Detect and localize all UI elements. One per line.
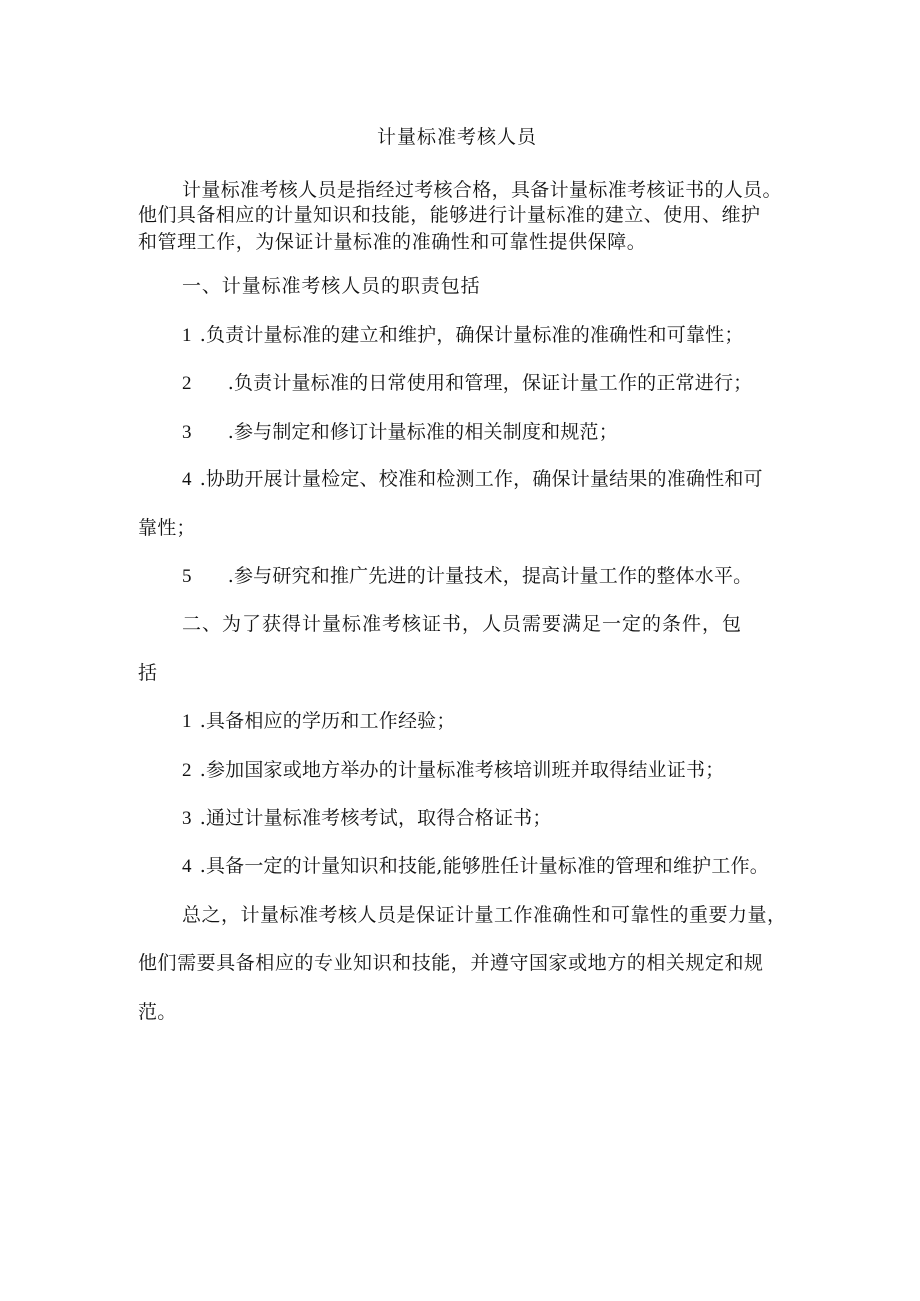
requirement-item-4-text: .具备一定的计量知识和技能,能够胜任计量标准的管理和维护工作。 [199, 855, 769, 877]
duty-item-5-text: .参与研究和推广先进的计量技术，提高计量工作的整体水平。 [227, 565, 753, 587]
requirement-item-3 [182, 806, 552, 831]
duty-item-3 [182, 420, 618, 445]
duty-item-1-number: 1 [182, 325, 192, 346]
requirement-item-2-number: 2 [182, 760, 192, 781]
requirement-item-1-number: 1 [182, 711, 192, 732]
section-2-heading-line-2: 括 [138, 662, 158, 684]
duty-item-4-text: .协助开展计量检定、校准和检测工作，确保计量结果的准确性和可 [199, 468, 763, 490]
intro-line-2: 他们具备相应的计量知识和技能，能够进行计量标准的建立、使用、维护 [138, 204, 761, 226]
requirement-item-3-number: 3 [182, 808, 192, 829]
conclusion-line-3: 范。 [138, 1001, 177, 1023]
duty-item-1 [182, 323, 744, 348]
section-1-heading: 一、计量标准考核人员的职责包括 [182, 275, 481, 297]
duty-item-5-number: 5 [182, 566, 192, 587]
intro-line-1: 计量标准考核人员是指经过考核合格，具备计量标准考核证书的人员。 [182, 179, 782, 201]
intro-line-3: 和管理工作，为保证计量标准的准确性和可靠性提供保障。 [138, 231, 647, 253]
duty-item-2 [182, 371, 752, 396]
duty-item-2-number: 2 [182, 373, 192, 394]
page-title: 计量标准考核人员 [377, 126, 538, 148]
section-2-heading-line-1: 二、为了获得计量标准考核证书，人员需要满足一定的条件，包 [182, 613, 743, 635]
duty-item-4 [182, 467, 763, 492]
requirement-item-2 [182, 758, 724, 783]
requirement-item-4 [182, 854, 769, 879]
duty-item-1-text: .负责计量标准的建立和维护，确保计量标准的准确性和可靠性； [199, 324, 744, 346]
conclusion-line-1: 总之，计量标准考核人员是保证计量工作准确性和可靠性的重要力量， [182, 904, 787, 926]
duty-item-3-number: 3 [182, 422, 192, 443]
duty-item-3-text: .参与制定和修订计量标准的相关制度和规范； [227, 421, 618, 443]
duty-item-4-continuation: 靠性； [138, 517, 196, 539]
conclusion-line-2: 他们需要具备相应的专业知识和技能，并遵守国家或地方的相关规定和规 [138, 952, 764, 974]
duty-item-2-text: .负责计量标准的日常使用和管理，保证计量工作的正常进行； [227, 372, 753, 394]
requirement-item-4-number: 4 [182, 856, 192, 877]
requirement-item-3-text: .通过计量标准考核考试，取得合格证书； [199, 807, 552, 829]
duty-item-4-number: 4 [182, 469, 192, 490]
requirement-item-1 [182, 709, 456, 734]
requirement-item-2-text: .参加国家或地方举办的计量标准考核培训班并取得结业证书； [199, 759, 725, 781]
duty-item-5 [182, 564, 752, 589]
requirement-item-1-text: .具备相应的学历和工作经验； [199, 710, 456, 732]
